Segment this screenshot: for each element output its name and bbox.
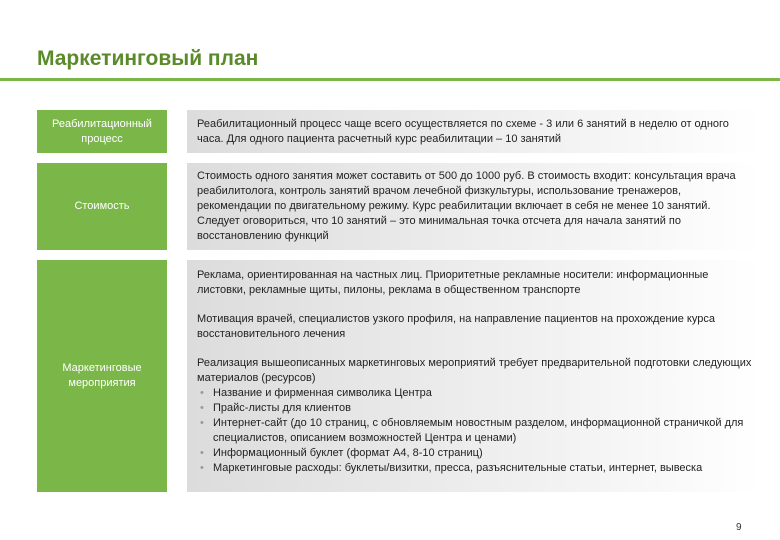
panel-marketing (187, 260, 762, 492)
list-item: • Прайс-листы для клиентов (213, 401, 752, 416)
page-title: Маркетинговый план (37, 47, 259, 70)
resources-list (197, 386, 752, 476)
cost-text: Стоимость одного занятия может составить от 500 до 1000 руб. В стоимость входит: консультация врача реабилитолога, контроль занятий врачом лечебной физкультуры, использование тренажеров, рекомендации по двигательному режиму. Курс реабилитации включает в себя не менее 10 занятий. Следует оговориться, что 10 занятий – это минимальная точка отсчета для начала занятий по восстановлению функций (197, 170, 736, 242)
title-divider (0, 78, 780, 81)
rehab-process-text: Реабилитационный процесс чаще всего осуществляется по схеме - 3 или 6 занятий в неделю от одного часа. Для одного пациента расчетный курс реабилитации – 10 занятий (197, 118, 729, 145)
marketing-doctors-text: Мотивация врачей, специалистов узкого профиля, на направление пациентов на прохождение курса восстановительного лечения (197, 313, 715, 340)
label-rehab-process: Реабилитационный процесс (37, 110, 167, 153)
label-cost: Стоимость (37, 163, 167, 250)
marketing-ads-text: Реклама, ориентированная на частных лиц. Приоритетные рекламные носители: информационные листовки, рекламные щиты, пилоны, реклама в общественном транспорте (197, 269, 709, 296)
panel-rehab-process (187, 110, 762, 153)
list-item: • Интернет-сайт (до 10 страниц, с обновляемым новостным разделом, информационной страничкой для специалистов, описанием возможностей Центра и ценами) (213, 416, 752, 446)
page-number: 9 (736, 522, 742, 533)
panel-cost (187, 163, 762, 250)
list-item: • Маркетинговые расходы: буклеты/визитки, пресса, разъяснительные статьи, интернет, вывеска (213, 461, 752, 476)
marketing-resources-text: Реализация вышеописанных маркетинговых мероприятий требует предварительной подготовки следующих материалов (ресурсов) (197, 357, 752, 384)
label-marketing: Маркетинговые мероприятия (37, 260, 167, 492)
list-item: • Информационный буклет (формат А4, 8-10 страниц) (213, 446, 752, 461)
list-item: • Название и фирменная символика Центра (213, 386, 752, 401)
